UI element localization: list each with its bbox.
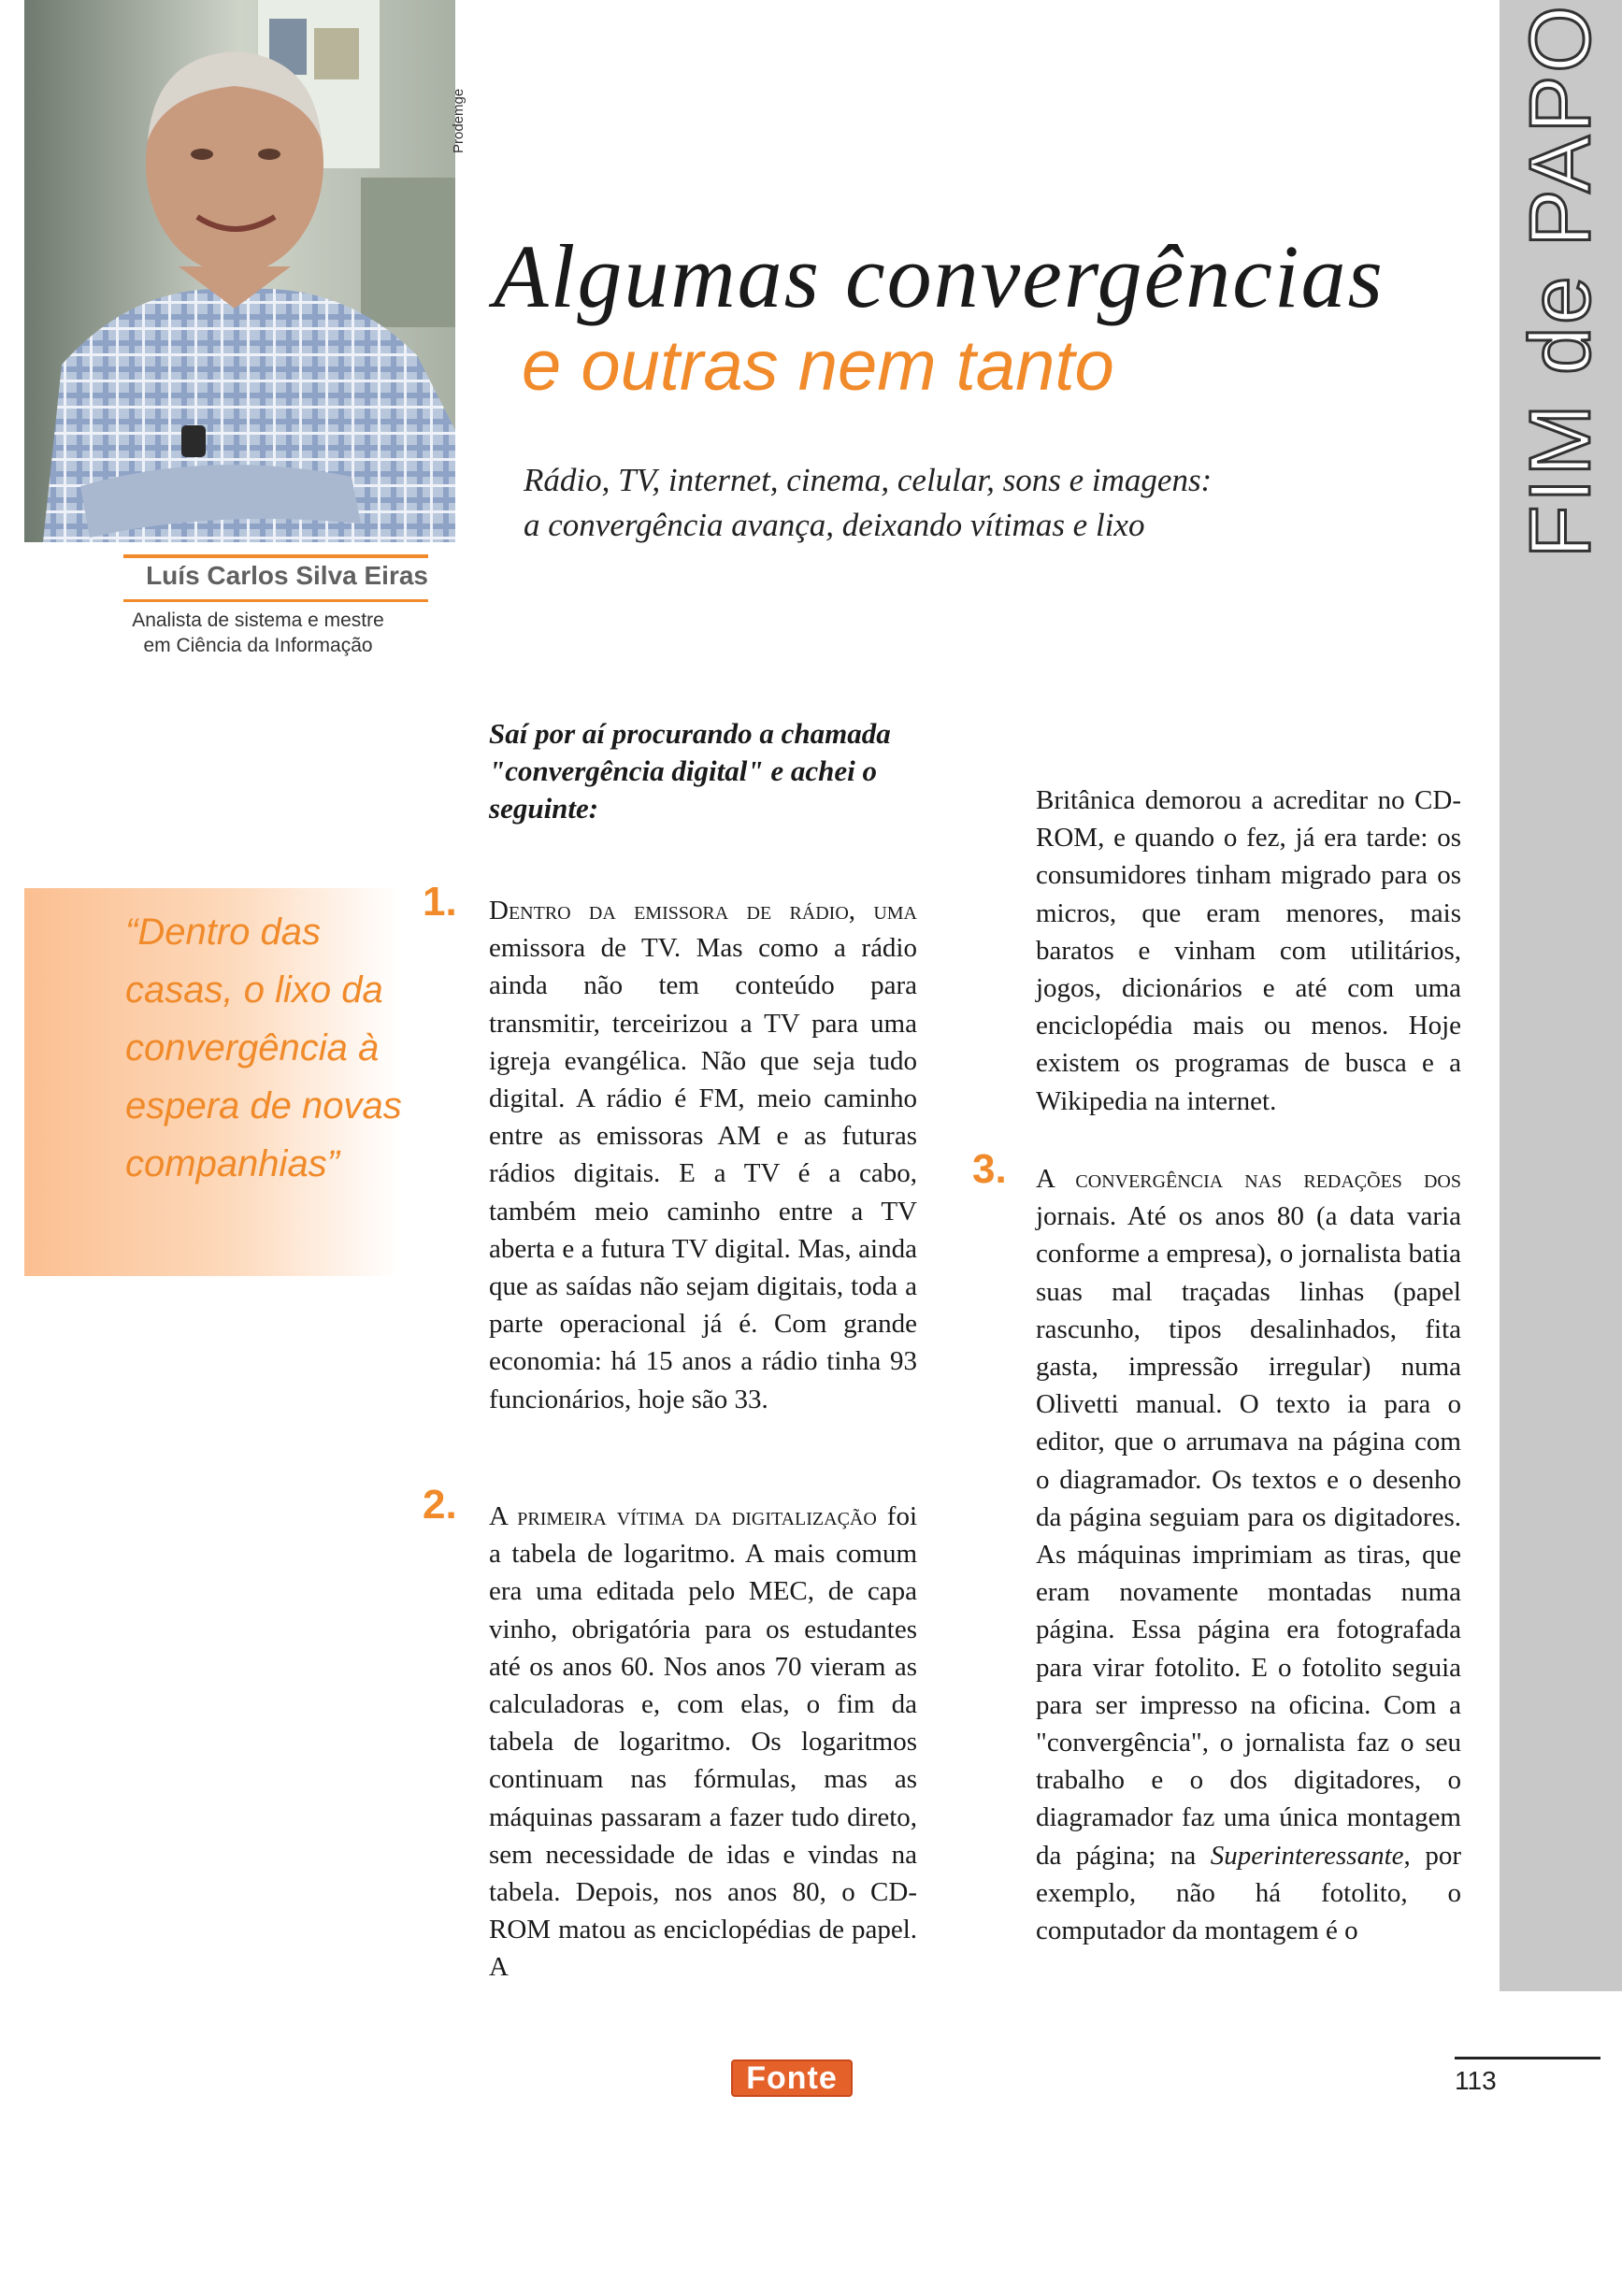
item-2-opening: A primeira vítima da digitalização: [489, 1501, 877, 1531]
author-role-line2: em Ciência da Informação: [143, 635, 373, 656]
fonte-logo: Fonte: [731, 2059, 853, 2097]
deck-line1: Rádio, TV, internet, cinema, celular, sons e imagens:: [524, 462, 1213, 498]
item-1-body: emissora de TV. Mas como a rádio ainda não tem conteúdo para transmitir, terceirizou a TV para uma igreja evangélica. Não que seja tudo digital. A rádio é FM, meio caminho entre as emissoras AM e as futuras rádios digitais. E a TV é a cabo, também meio caminho entre a TV aberta e a futura TV digital. Mas, ainda que as saídas não sejam digitais, toda a parte operacional já é. Com grande economia: há 15 anos a rádio tinha 93 funcionários, hoje são 33.: [489, 933, 917, 1414]
item-1-text: [489, 892, 917, 1418]
item-2-body: foi a tabela de logaritmo. A mais comum era uma editada pelo MEC, de capa vinho, obrigatória para os estudantes até os anos 60. Nos anos 70 vieram as calculadoras e, com elas, o fim da tabela de logaritmo. Os logaritmos continuam nas fórmulas, mas as máquinas passaram a fazer tudo direto, sem necessidade de idas e vindas na tabela. Depois, nos anos 80, o CD-ROM matou as enciclopédias de papel. A: [489, 1501, 917, 1983]
item-3-text: [1036, 1160, 1461, 1949]
footer-rule: [1455, 2057, 1600, 2059]
page-number: 113: [1455, 2066, 1497, 2095]
article-title: Algumas convergências: [494, 226, 1385, 326]
item-3-body: jornais. Até os anos 80 (a data varia conforme a empresa), o jornalista batia suas mal traçadas linhas (papel rascunho, tipos desalinhados, fita gasta, impressão irregular) numa Olivetti manual. O texto ia para o editor, que o arrumava na página com o diagramador. Os textos e o desenho da página seguiam para os digitadores. As máquinas imprimiam as tiras, que eram novamente montadas numa página. Essa página era fotografada para virar fotolito. E o fotolito seguia para ser impresso na oficina. Com a "convergência", o jornalista faz o seu trabalho e o dos digitadores, o diagramador faz uma única montagem da página; na: [1036, 1201, 1461, 1871]
item-1-opening: Dentro da emissora de rádio, uma: [489, 896, 917, 926]
author-rule-top: [123, 554, 428, 558]
section-label: FIM de PAPO: [1513, 3, 1608, 558]
item-2-text: [489, 1498, 917, 1987]
item-3-body-end: , por exemplo, não há fotolito, o computador da montagem é o: [1036, 1840, 1461, 1946]
item-3-opening: A convergência nas redações dos: [1036, 1164, 1461, 1194]
pullquote-text: “Dentro das casas, o lixo da convergência à espera de novas companhias”: [125, 911, 402, 1184]
column-3-continuation: Britânica demorou a acreditar no CD-ROM, e quando o fez, já era tarde: os consumidores tinham migrado para os micros, que eram menores, mais baratos e vinham com utilitários, jogos, dicionários e até com uma enciclopédia mais ou menos. Hoje existem os programas de busca e a Wikipedia na internet.: [1036, 785, 1461, 1116]
author-role-line1: Analista de sistema e mestre: [132, 610, 384, 631]
item-number-1: 1.: [423, 879, 457, 925]
item-number-2: 2.: [423, 1482, 457, 1528]
lead-paragraph: Saí por aí procurando a chamada "convergência digital" e achei o seguinte:: [489, 717, 891, 825]
author-photo: [24, 0, 455, 542]
item-number-3: 3.: [972, 1146, 1007, 1192]
author-rule-bottom: [123, 599, 428, 602]
photo-credit: Prodemge: [451, 88, 467, 153]
article-deck: [524, 458, 1365, 548]
deck-line2: a convergência avança, deixando vítimas e lixo: [524, 507, 1145, 543]
article-subtitle: e outras nem tanto: [522, 326, 1114, 406]
author-role: [112, 608, 404, 658]
item-3-italic: Superinteressante: [1210, 1840, 1404, 1871]
author-name: Luís Carlos Silva Eiras: [146, 561, 428, 590]
